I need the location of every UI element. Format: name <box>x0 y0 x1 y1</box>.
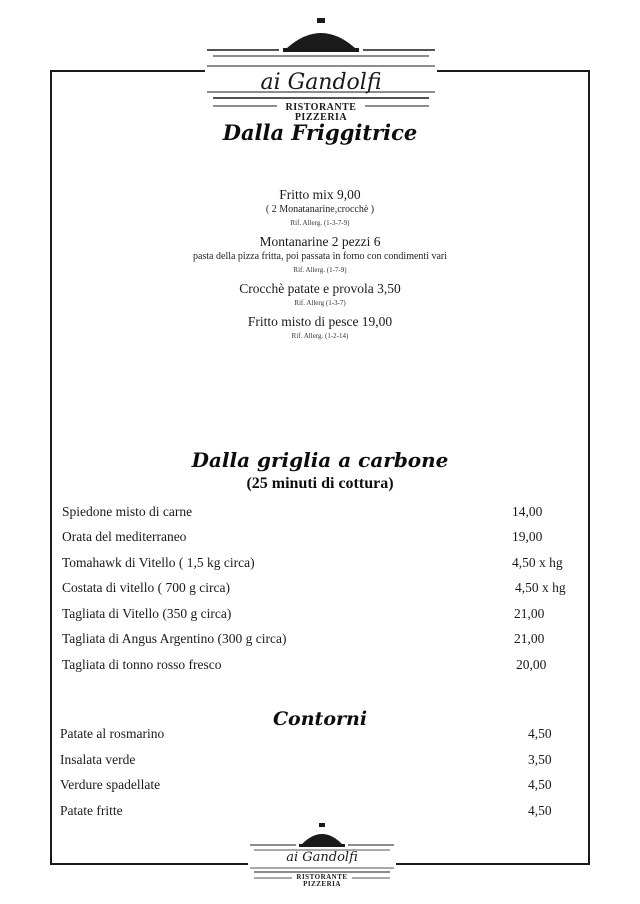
dish-price: 14,00 <box>512 504 543 519</box>
item-allergens: Rif. Allerg. (1-2-14) <box>291 332 349 340</box>
table-row <box>62 606 582 626</box>
brand-subtitle-line2: PIZZERIA <box>303 880 341 888</box>
friggitrice-list <box>120 186 520 346</box>
dish-name: Tomahawk di Vitello ( 1,5 kg circa) <box>62 555 255 570</box>
dish-price: 4,50 <box>528 726 552 741</box>
dish-price: 4,50 x hg <box>512 555 563 570</box>
brand-subtitle-line1: RISTORANTE <box>296 873 348 881</box>
item-name-price: Montanarine 2 pezzi 6 <box>259 234 381 249</box>
dish-name: Orata del mediterraneo <box>62 529 187 544</box>
dish-name: Insalata verde <box>60 752 136 767</box>
item-allergens: Rif. Allerg (1-3-7) <box>294 299 346 307</box>
brand-name-footer: ai Gandolfi <box>286 850 358 865</box>
dish-price: 4,50 <box>528 777 552 792</box>
table-row <box>60 803 580 823</box>
table-row <box>60 726 580 746</box>
brand-subtitle-line1: RISTORANTE <box>285 102 357 113</box>
section-title-griglia: Dalla griglia a carbone <box>191 448 449 472</box>
dish-price: 20,00 <box>516 657 547 672</box>
item-description: pasta della pizza fritta, poi passata in forno con condimenti vari <box>192 251 448 262</box>
table-row <box>62 631 582 651</box>
section-subtitle-griglia: (25 minuti di cottura) <box>246 475 394 492</box>
list-item <box>120 280 520 309</box>
item-allergens: Rif. Allerg. (1-7-9) <box>293 266 347 274</box>
item-description: ( 2 Monatanarine,crocchè ) <box>265 204 375 215</box>
dish-name: Tagliata di Vitello (350 g circa) <box>62 606 232 621</box>
item-allergens: Rif. Allerg. (1-3-7-9) <box>290 219 350 227</box>
list-item <box>120 313 520 342</box>
restaurant-logo-footer <box>248 822 396 892</box>
dish-name: Verdure spadellate <box>60 777 161 792</box>
list-item <box>120 186 520 229</box>
table-row <box>62 580 582 600</box>
item-name-price: Fritto misto di pesce 19,00 <box>247 314 393 329</box>
dish-price: 21,00 <box>514 606 545 621</box>
dish-name: Tagliata di tonno rosso fresco <box>62 657 222 672</box>
item-name-price: Fritto mix 9,00 <box>279 187 361 202</box>
dish-price: 4,50 x hg <box>515 580 566 595</box>
dish-price: 21,00 <box>514 631 545 646</box>
restaurant-logo <box>205 14 437 123</box>
table-row <box>60 752 580 772</box>
dish-name: Patate al rosmarino <box>60 726 165 741</box>
brand-subtitle-line2: PIZZERIA <box>294 112 348 123</box>
dish-name: Costata di vitello ( 700 g circa) <box>62 580 230 595</box>
table-row <box>62 657 582 677</box>
brand-name: ai Gandolfi <box>260 70 382 95</box>
dish-price: 4,50 <box>528 803 552 818</box>
dish-name: Patate fritte <box>60 803 123 818</box>
brand-subtitle-footer <box>248 874 396 888</box>
section-title-friggitrice: Dalla Friggitrice <box>222 120 418 145</box>
dish-name: Spiedone misto di carne <box>62 504 193 519</box>
dish-price: 19,00 <box>512 529 543 544</box>
dish-name: Tagliata di Angus Argentino (300 g circa) <box>62 631 287 646</box>
item-name-price: Crocchè patate e provola 3,50 <box>239 281 401 296</box>
dish-price: 3,50 <box>528 752 552 767</box>
table-row <box>62 555 582 575</box>
list-item <box>120 233 520 276</box>
table-row <box>60 777 580 797</box>
section-title-contorni: Contorni <box>272 708 368 730</box>
table-row <box>62 504 582 524</box>
table-row <box>62 529 582 549</box>
